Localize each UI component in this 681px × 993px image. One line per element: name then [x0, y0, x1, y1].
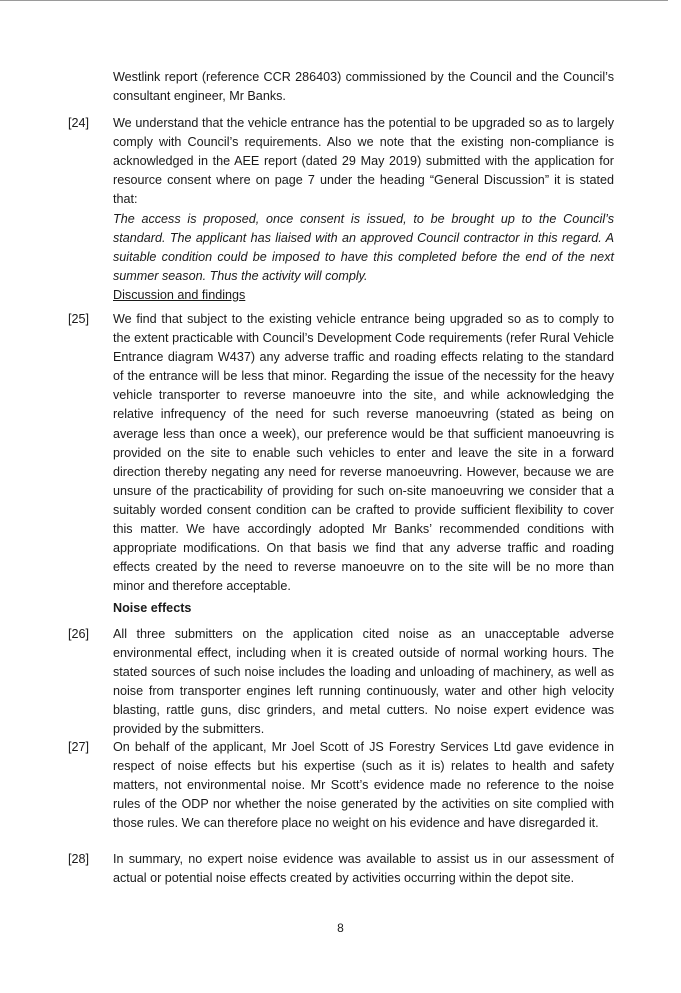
paragraph-text: We understand that the vehicle entrance has the potential to be upgraded so as to largely comply with Council’s requirements. Also we note that the existing non-compliance is acknowledged in the AEE report (dated 29 May 2019) submitted with the application for resource consent where on page 7 under the heading “General Discussion” it is stated that:	[113, 116, 614, 207]
heading-noise-effects: Noise effects	[113, 601, 192, 615]
paragraph-number: [25]	[68, 312, 90, 326]
paragraph-text: In summary, no expert noise evidence was available to assist us in our assessment of actual or potential noise effects created by activities occurring within the depot site.	[113, 852, 614, 886]
paragraph-number: [26]	[68, 627, 90, 641]
paragraph-text: On behalf of the applicant, Mr Joel Scott of JS Forestry Services Ltd gave evidence in respect of noise effects but his expertise (such as it is) relates to health and safety matters, not environmental noise. Mr Scott’s evidence made no reference to the noise rules of the ODP nor whether the noise generated by the activities on site complied with those rules. We can therefore place no weight on his evidence and have disregarded it.	[113, 740, 614, 831]
paragraph-number: [27]	[68, 740, 90, 754]
continuation-text: Westlink report (reference CCR 286403) commissioned by the Council and the Council’s consultant engineer, Mr Banks.	[113, 70, 614, 104]
page-number: 8	[337, 921, 344, 935]
paragraph-number: [24]	[68, 116, 90, 130]
quoted-passage: The access is proposed, once consent is issued, to be brought up to the Council’s standard. The applicant has liaised with an approved Council contractor in this regard. A suitable condition could be imposed to have this completed before the end of the next summer season. Thus the activity will comply.	[113, 212, 614, 284]
paragraph-text: All three submitters on the application cited noise as an unacceptable adverse environmental effect, including when it is created outside of normal working hours. The stated sources of such noise includes the loading and unloading of machinery, as well as noise from transporter engines left running continuously, water and other high velocity blasting, rattle guns, disc grinders, and metal cutters. No noise expert evidence was provided by the submitters.	[113, 627, 614, 737]
paragraph-number: [28]	[68, 852, 90, 866]
paragraph-text: We find that subject to the existing vehicle entrance being upgraded so as to comply to the extent practicable with Council’s Development Code requirements (refer Rural Vehicle Entrance diagram W437) any adverse traffic and roading effects relating to the standard of the entrance will be less that minor. Regarding the issue of the necessity for the heavy vehicle transporter to reverse manoeuvre into the site, and while acknowledging the relative infrequency of the need for such reverse manoeuvring (stated as being on average less than once a week), our preference would be that sufficient manoeuvring is provided on the site to enable such vehicles to enter and leave the site in a forward direction thereby negating any need for reverse manoeuvring. However, because we are unsure of the practicability of providing for such on-site manoeuvring we consider that a suitably worded consent condition can be crafted to provide sufficient flexibility to cover this matter. We have accordingly adopted Mr Banks’ recommended conditions with appropriate modifications. On that basis we find that any adverse traffic and roading effects created by the need to reverse manoeuvre on to the site will be no more than minor and therefore acceptable.	[113, 312, 614, 594]
heading-discussion-and-findings: Discussion and findings	[113, 288, 246, 302]
